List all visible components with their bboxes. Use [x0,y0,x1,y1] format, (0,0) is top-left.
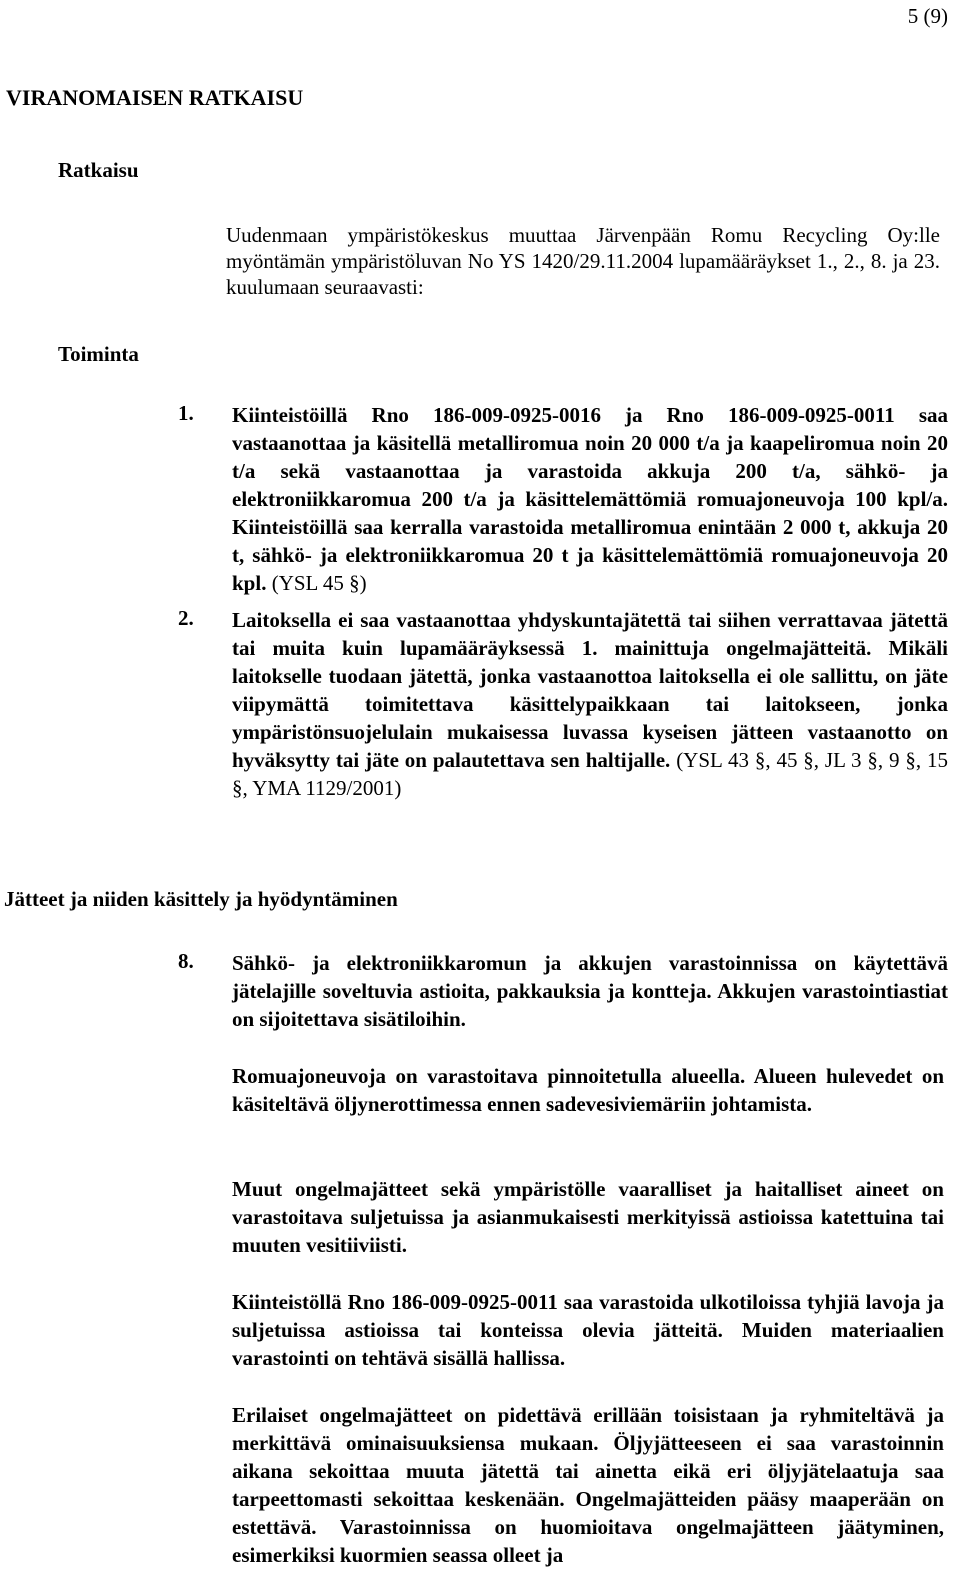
document-title: VIRANOMAISEN RATKAISU [6,85,304,110]
item-text: Laitoksella ei saa vastaanottaa yhdyskuntajätettä tai siihen verrattavaa jätettä tai muita kuin lupamääräyksessä 1. mainittuja ongelmajätteitä. Mikäli laitokselle tuodaan jätettä, jonka vastaanottoa laitoksella ei ole sallittu, on jäte viipymättä toimitettava käsittelypaikkaan tai laitokseen, jonka ympäristönsuojelulain mukaisessa luvassa kyseisen jätteen vastaanotto on hyväksytty tai jäte on palautettava sen haltijalle. [232,608,948,772]
item-8-paragraph-2: Romuajoneuvoja on varastoitava pinnoitetulla alueella. Alueen hulevedet on käsiteltävä öljynerottimessa ennen sadevesiviemäriin johtamista. [232,1064,944,1116]
section-heading-ratkaisu: Ratkaisu [58,158,139,182]
permit-item-1 [178,401,948,597]
section-heading-toiminta: Toiminta [58,342,139,366]
item-text: Sähkö- ja elektroniikkaromun ja akkujen varastoinnissa on käytettävä jätelajille soveltuvia astioita, pakkauksia ja kontteja. Akkujen varastointiastiat on sijoitettava sisätiloihin. [232,951,948,1031]
legal-reference: (YSL 45 §) [271,571,367,595]
legal-reference: (YSL 43 §, 45 §, JL 3 §, 9 §, 15 §, YMA 1129/2001) [232,748,949,800]
item-8-paragraph-5: Erilaiset ongelmajätteet on pidettävä erillään toisistaan ja ryhmiteltävä ja merkittävä ominaisuuksiensa mukaan. Öljyjätteeseen ei saa varastoinnin aikana sekoittaa muuta jätettä tai ainetta eikä eri öljyjätelaatuja saa tarpeettomasti sekoittaa keskenään. Ongelmajätteiden pääsy maaperään on estettävä. Varastoinnissa on huomioitava ongelmajätteen jäätyminen, esimerkiksi kuormien seassa olleet ja [232,1403,944,1567]
section-heading-jatteet: Jätteet ja niiden käsittely ja hyödyntäminen [4,887,398,911]
permit-item-2 [178,606,948,802]
decision-intro-text: Uudenmaan ympäristökeskus muuttaa Järvenpään Romu Recycling Oy:lle myöntämän ympäristöluvan No YS 1420/29.11.2004 lupamääräykset 1., 2., 8. ja 23. kuulumaan seuraavasti: [226,223,940,299]
item-number: 8. [178,949,194,973]
permit-item-8 [178,949,948,1033]
item-number: 2. [178,606,194,630]
item-text: Kiinteistöillä Rno 186-009-0925-0016 ja Rno 186-009-0925-0011 saa vastaanottaa ja käsitellä metalliromua noin 20 000 t/a ja kaapeliromua noin 20 t/a sekä vastaanottaa ja varastoida akkuja 200 t/a, sähkö- ja elektroniikkaromua 200 t/a ja käsittelemättömiä romuajoneuvoja 100 kpl/a. Kiinteistöillä saa kerralla varastoida metalliromua enintään 2 000 t, akkuja 20 t, sähkö- ja elektroniikkaromua 20 t ja käsittelemättömiä romuajoneuvoja 20 kpl. [232,403,948,595]
item-number: 1. [178,401,194,425]
item-8-paragraph-4: Kiinteistöllä Rno 186-009-0925-0011 saa varastoida ulkotiloissa tyhjiä lavoja ja suljetuissa astioissa tai konteissa olevia jätteitä. Muiden materiaalien varastointi on tehtävä sisällä hallissa. [232,1290,944,1370]
page-number: 5 (9) [907,4,948,28]
item-8-paragraph-3: Muut ongelmajätteet sekä ympäristölle vaaralliset ja haitalliset aineet on varastoitava suljetuissa ja asianmukaisesti merkityissä astioissa katettuina tai muuten vesitiiviisti. [232,1177,944,1257]
